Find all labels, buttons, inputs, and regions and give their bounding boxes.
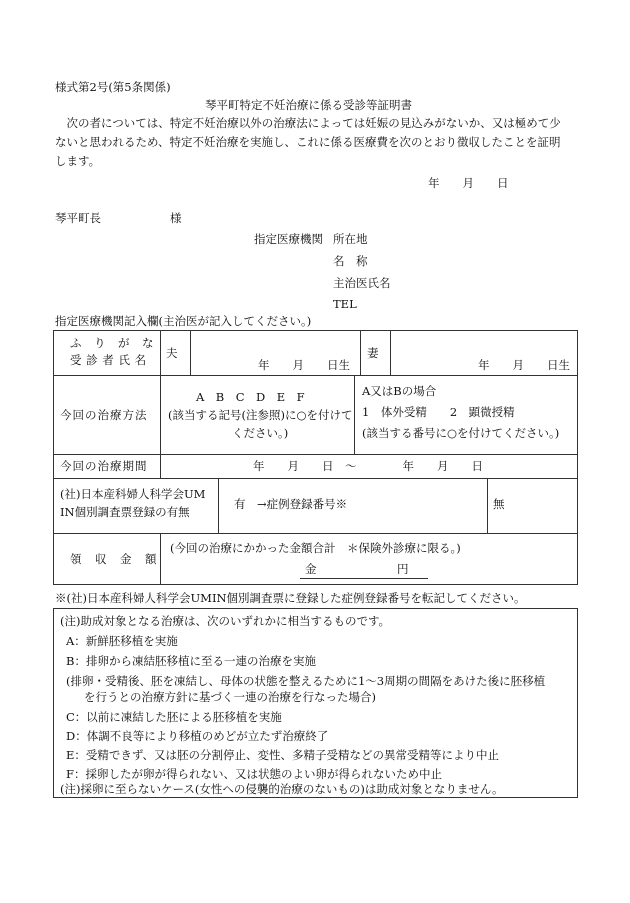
ab-case-instruction: (該当する番号に○を付けてください。) — [362, 426, 560, 440]
table-divider — [487, 478, 488, 533]
registry-label: (社)日本産科婦人科学会UM — [60, 487, 206, 501]
husband-label: 夫 — [166, 346, 178, 360]
note-item-b: B：排卵から凍結胚移植に至る一連の治療を実施 — [66, 654, 316, 668]
amount-note: (今回の治療にかかった金額合計 ＊保険外診療に限る。) — [170, 541, 461, 555]
amount-underline — [300, 578, 428, 579]
document-title: 琴平町特定不妊治療に係る受診等証明書 — [205, 98, 412, 112]
table-divider — [218, 478, 219, 533]
notes-intro: (注)助成対象となる治療は、次のいずれかに相当するものです。 — [60, 614, 391, 628]
note-item-a: A：新鮮胚移植を実施 — [66, 634, 178, 648]
table-divider — [160, 330, 161, 455]
husband-birth-date: 年 月 日生 — [258, 358, 350, 372]
table-divider — [354, 375, 355, 454]
note-item-d: D：体調不良等により移植のめどが立たず治療終了 — [66, 729, 329, 743]
treatment-method-label: 今回の治療方法 — [60, 408, 148, 422]
note-item-b-detail: (排卵・受精後、胚を凍結し、母体の状態を整えるために1～3周期の間隔をあけた後に胚移植 — [66, 674, 546, 688]
furigana-label: ふ り が な — [70, 336, 154, 350]
intro-line: します。 — [55, 154, 101, 168]
table-divider — [53, 478, 578, 479]
treatment-period-value: 年 月 日 ～ 年 月 日 — [253, 459, 483, 473]
table-divider — [190, 330, 191, 375]
treatment-options: A B C D E F — [196, 390, 305, 404]
patient-name-label: 受 診 者 氏 名 — [70, 353, 147, 367]
intro-line: 次の者については、特定不妊治療以外の治療法によっては妊娠の見込みがないか、又は極めて少 — [55, 116, 561, 130]
treatment-instruction: ください。) — [232, 426, 289, 440]
intro-line: ないと思われるため、特定不妊治療を実施し、これに係る医療費を次のとおり徴収したことを証明 — [55, 135, 561, 149]
institution-address-label: 所在地 — [333, 232, 368, 246]
table-divider — [53, 375, 578, 376]
registry-label: IN個別調査票登録の有無 — [60, 505, 190, 519]
issue-date: 年 月 日 — [428, 176, 509, 190]
intro-paragraph — [55, 114, 580, 171]
footnote: ※(社)日本産科婦人科学会UMIN個別調査票に登録した症例登録番号を転記してください。 — [55, 591, 526, 605]
table-divider — [160, 454, 161, 478]
registry-no-option: 無 — [493, 497, 505, 511]
treatment-period-label: 今回の治療期間 — [60, 459, 148, 473]
addressee-name: 琴平町長 — [55, 211, 101, 225]
registry-yes-option: 有 →症例登録番号※ — [234, 497, 348, 511]
treatment-instruction: (該当する記号(注参照)に○を付けて — [168, 408, 353, 422]
note-item-e: E：受精できず、又は胚の分割停止、変性、多精子受精などの異常受精等により中止 — [66, 748, 499, 762]
notes-closing: (注)採卵に至らないケース(女性への侵襲的治療のないもの)は助成対象となりません。 — [60, 782, 504, 796]
amount-label: 領 収 金 額 — [70, 552, 158, 566]
table-divider — [53, 533, 578, 534]
table-divider — [160, 533, 161, 585]
table-divider — [360, 330, 361, 375]
note-item-c: C：以前に凍結した胚による胚移植を実施 — [66, 710, 282, 724]
institution-heading: 指定医療機関 — [254, 232, 323, 246]
ab-case-heading: A又はBの場合 — [362, 384, 437, 398]
institution-name-label: 名 称 — [333, 254, 368, 268]
addressee-honorific: 様 — [170, 211, 182, 225]
table-caption: 指定医療機関記入欄(主治医が記入してください。) — [55, 314, 312, 328]
ab-case-options: 1 体外受精 2 顕微授精 — [362, 405, 515, 419]
doctor-name-label: 主治医氏名 — [333, 276, 391, 290]
amount-value: 金 円 — [305, 562, 409, 576]
wife-label: 妻 — [367, 346, 379, 360]
note-item-b-detail: を行うとの治療方針に基づく一連の治療を行なった場合) — [84, 690, 376, 704]
institution-tel-label: TEL — [333, 297, 357, 311]
form-number: 様式第2号(第5条関係) — [55, 80, 171, 94]
wife-birth-date: 年 月 日生 — [478, 358, 570, 372]
table-divider — [390, 330, 391, 375]
note-item-f: F：採卵したが卵が得られない、又は状態のよい卵が得られないため中止 — [66, 767, 442, 781]
table-divider — [53, 454, 578, 455]
